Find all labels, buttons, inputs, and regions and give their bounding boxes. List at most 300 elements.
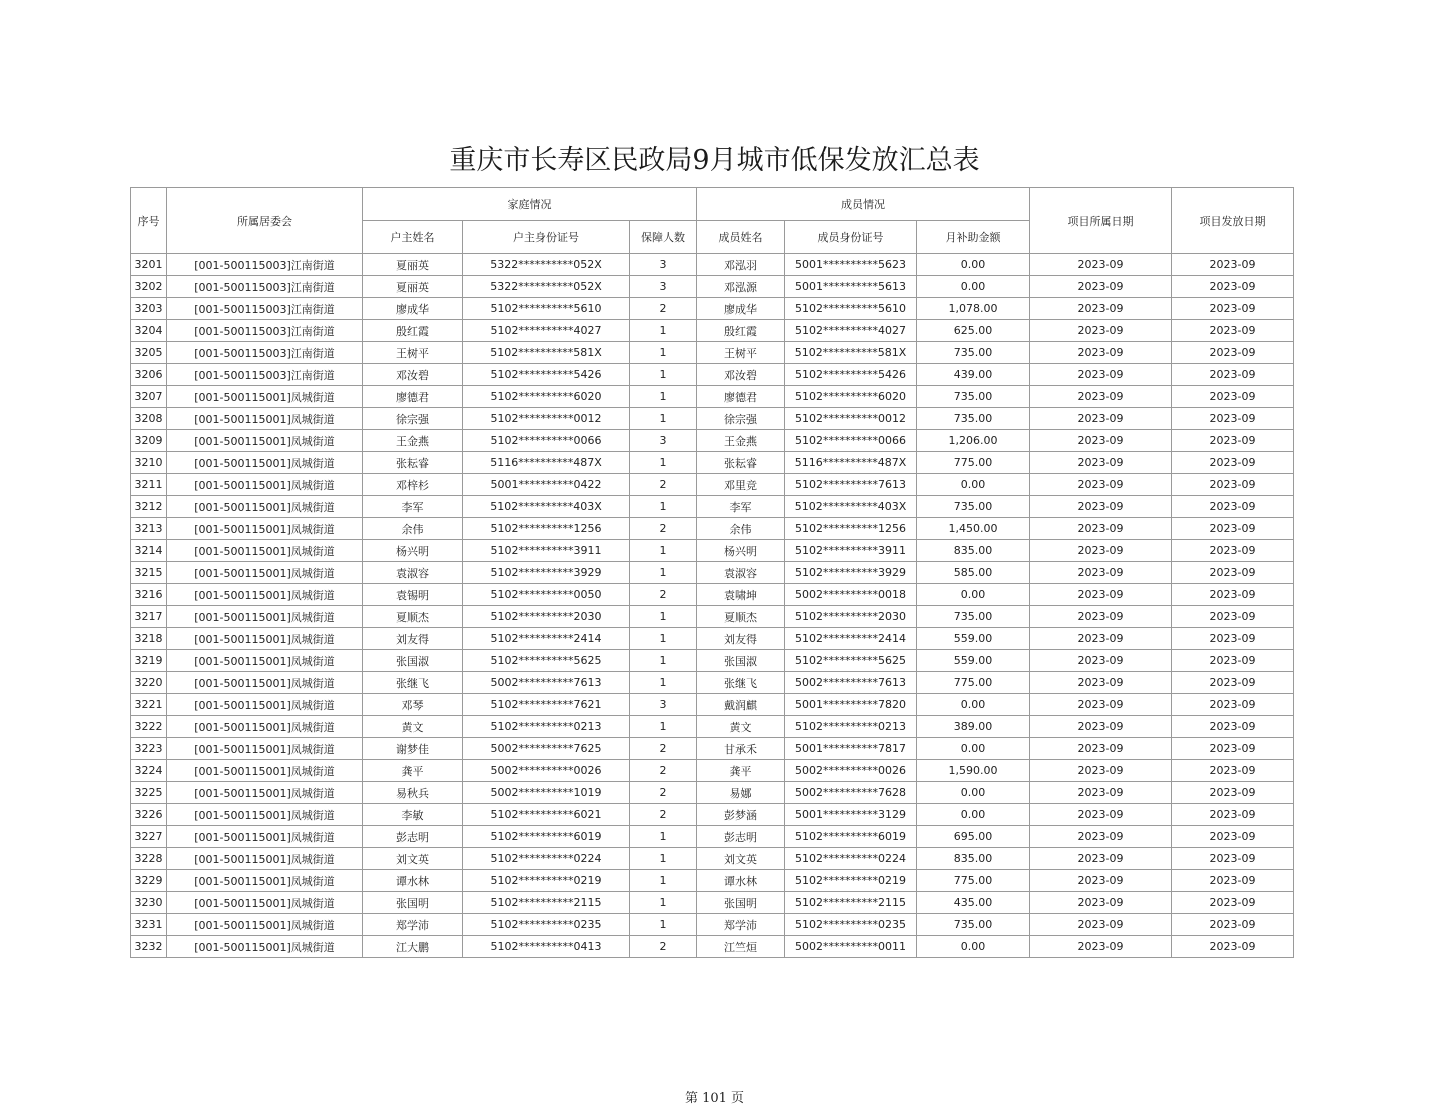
seq-cell: 3212: [131, 496, 167, 518]
head-name-cell: 谢梦佳: [363, 738, 463, 760]
project-date-cell: 2023-09: [1030, 782, 1172, 804]
issue-date-cell: 2023-09: [1172, 496, 1294, 518]
committee-cell: [001-500115001]凤城街道: [167, 628, 363, 650]
head-name-cell: 杨兴明: [363, 540, 463, 562]
committee-cell: [001-500115001]凤城街道: [167, 870, 363, 892]
amount-cell: 559.00: [917, 628, 1030, 650]
issue-date-cell: 2023-09: [1172, 738, 1294, 760]
member-name-cell: 徐宗强: [697, 408, 785, 430]
committee-cell: [001-500115001]凤城街道: [167, 848, 363, 870]
head-id-cell: 5102**********6020: [463, 386, 630, 408]
head-id-cell: 5102**********2414: [463, 628, 630, 650]
table-row: [131, 452, 1294, 474]
committee-cell: [001-500115001]凤城街道: [167, 694, 363, 716]
committee-cell: [001-500115001]凤城街道: [167, 738, 363, 760]
seq-cell: 3224: [131, 760, 167, 782]
committee-cell: [001-500115003]江南街道: [167, 320, 363, 342]
issue-date-cell: 2023-09: [1172, 870, 1294, 892]
head-id-cell: 5102**********0213: [463, 716, 630, 738]
head-id-cell: 5102**********3929: [463, 562, 630, 584]
member-id-cell: 5102**********5610: [785, 298, 917, 320]
head-id-cell: 5322**********052X: [463, 254, 630, 276]
member-id-cell: 5001**********7820: [785, 694, 917, 716]
head-id-cell: 5102**********581X: [463, 342, 630, 364]
committee-cell: [001-500115001]凤城街道: [167, 606, 363, 628]
project-date-cell: 2023-09: [1030, 628, 1172, 650]
count-cell: 1: [630, 540, 697, 562]
count-cell: 2: [630, 518, 697, 540]
count-cell: 1: [630, 496, 697, 518]
project-date-cell: 2023-09: [1030, 452, 1172, 474]
project-date-cell: 2023-09: [1030, 518, 1172, 540]
head-name-cell: 袁锡明: [363, 584, 463, 606]
seq-cell: 3230: [131, 892, 167, 914]
member-id-cell: 5102**********581X: [785, 342, 917, 364]
member-id-cell: 5102**********1256: [785, 518, 917, 540]
head-id-cell: 5102**********0219: [463, 870, 630, 892]
seq-cell: 3216: [131, 584, 167, 606]
table-row: [131, 914, 1294, 936]
amount-cell: 0.00: [917, 276, 1030, 298]
project-date-cell: 2023-09: [1030, 430, 1172, 452]
head-name-cell: 廖成华: [363, 298, 463, 320]
table-row: [131, 892, 1294, 914]
head-id-cell: 5102**********5426: [463, 364, 630, 386]
project-date-cell: 2023-09: [1030, 694, 1172, 716]
seq-cell: 3232: [131, 936, 167, 958]
table-row: [131, 848, 1294, 870]
project-date-cell: 2023-09: [1030, 540, 1172, 562]
table-row: [131, 628, 1294, 650]
issue-date-cell: 2023-09: [1172, 254, 1294, 276]
head-id-cell: 5102**********403X: [463, 496, 630, 518]
member-id-cell: 5102**********5625: [785, 650, 917, 672]
amount-cell: 559.00: [917, 650, 1030, 672]
table-row: [131, 474, 1294, 496]
table-row: [131, 276, 1294, 298]
header-project-date: 项目所属日期: [1030, 188, 1172, 254]
member-name-cell: 彭志明: [697, 826, 785, 848]
project-date-cell: 2023-09: [1030, 870, 1172, 892]
project-date-cell: 2023-09: [1030, 364, 1172, 386]
member-id-cell: 5102**********403X: [785, 496, 917, 518]
member-name-cell: 邓泓源: [697, 276, 785, 298]
project-date-cell: 2023-09: [1030, 298, 1172, 320]
amount-cell: 695.00: [917, 826, 1030, 848]
committee-cell: [001-500115001]凤城街道: [167, 540, 363, 562]
member-id-cell: 5116**********487X: [785, 452, 917, 474]
seq-cell: 3208: [131, 408, 167, 430]
committee-cell: [001-500115001]凤城街道: [167, 804, 363, 826]
issue-date-cell: 2023-09: [1172, 584, 1294, 606]
amount-cell: 0.00: [917, 804, 1030, 826]
member-name-cell: 邓汝碧: [697, 364, 785, 386]
count-cell: 1: [630, 606, 697, 628]
head-id-cell: 5102**********0413: [463, 936, 630, 958]
committee-cell: [001-500115003]江南街道: [167, 298, 363, 320]
head-name-cell: 张耘睿: [363, 452, 463, 474]
member-name-cell: 殷红霞: [697, 320, 785, 342]
issue-date-cell: 2023-09: [1172, 804, 1294, 826]
member-id-cell: 5102**********2030: [785, 606, 917, 628]
amount-cell: 835.00: [917, 540, 1030, 562]
table-row: [131, 716, 1294, 738]
head-name-cell: 张国淑: [363, 650, 463, 672]
issue-date-cell: 2023-09: [1172, 298, 1294, 320]
table-row: [131, 826, 1294, 848]
count-cell: 1: [630, 870, 697, 892]
member-id-cell: 5001**********3129: [785, 804, 917, 826]
seq-cell: 3219: [131, 650, 167, 672]
head-name-cell: 黄文: [363, 716, 463, 738]
head-id-cell: 5001**********0422: [463, 474, 630, 496]
amount-cell: 625.00: [917, 320, 1030, 342]
member-id-cell: 5102**********3911: [785, 540, 917, 562]
member-name-cell: 彭梦涵: [697, 804, 785, 826]
member-name-cell: 邓泓羽: [697, 254, 785, 276]
seq-cell: 3220: [131, 672, 167, 694]
head-name-cell: 龚平: [363, 760, 463, 782]
head-name-cell: 夏丽英: [363, 276, 463, 298]
member-name-cell: 张耘睿: [697, 452, 785, 474]
project-date-cell: 2023-09: [1030, 804, 1172, 826]
amount-cell: 0.00: [917, 584, 1030, 606]
header-issue-date: 项目发放日期: [1172, 188, 1294, 254]
seq-cell: 3206: [131, 364, 167, 386]
member-id-cell: 5102**********0219: [785, 870, 917, 892]
head-id-cell: 5102**********6021: [463, 804, 630, 826]
issue-date-cell: 2023-09: [1172, 848, 1294, 870]
issue-date-cell: 2023-09: [1172, 364, 1294, 386]
amount-cell: 435.00: [917, 892, 1030, 914]
header-committee: 所属居委会: [167, 188, 363, 254]
seq-cell: 3215: [131, 562, 167, 584]
head-name-cell: 张国明: [363, 892, 463, 914]
head-id-cell: 5102**********1256: [463, 518, 630, 540]
issue-date-cell: 2023-09: [1172, 474, 1294, 496]
seq-cell: 3217: [131, 606, 167, 628]
issue-date-cell: 2023-09: [1172, 716, 1294, 738]
seq-cell: 3229: [131, 870, 167, 892]
table-row: [131, 804, 1294, 826]
member-id-cell: 5102**********0066: [785, 430, 917, 452]
head-name-cell: 易秋兵: [363, 782, 463, 804]
issue-date-cell: 2023-09: [1172, 782, 1294, 804]
head-name-cell: 彭志明: [363, 826, 463, 848]
seq-cell: 3223: [131, 738, 167, 760]
issue-date-cell: 2023-09: [1172, 518, 1294, 540]
issue-date-cell: 2023-09: [1172, 562, 1294, 584]
head-name-cell: 王树平: [363, 342, 463, 364]
count-cell: 1: [630, 342, 697, 364]
header-member: 成员情况: [697, 188, 1030, 221]
committee-cell: [001-500115001]凤城街道: [167, 562, 363, 584]
head-id-cell: 5102**********0050: [463, 584, 630, 606]
count-cell: 2: [630, 782, 697, 804]
member-id-cell: 5002**********0018: [785, 584, 917, 606]
page-number: 第 101 页: [684, 1091, 745, 1106]
issue-date-cell: 2023-09: [1172, 276, 1294, 298]
table-row: [131, 672, 1294, 694]
table-row: [131, 386, 1294, 408]
member-name-cell: 甘承禾: [697, 738, 785, 760]
count-cell: 2: [630, 804, 697, 826]
project-date-cell: 2023-09: [1030, 254, 1172, 276]
issue-date-cell: 2023-09: [1172, 672, 1294, 694]
member-name-cell: 刘友得: [697, 628, 785, 650]
member-name-cell: 张继飞: [697, 672, 785, 694]
amount-cell: 439.00: [917, 364, 1030, 386]
count-cell: 1: [630, 628, 697, 650]
issue-date-cell: 2023-09: [1172, 342, 1294, 364]
table-body: [131, 254, 1294, 958]
count-cell: 2: [630, 738, 697, 760]
table-row: [131, 936, 1294, 958]
head-name-cell: 徐宗强: [363, 408, 463, 430]
project-date-cell: 2023-09: [1030, 672, 1172, 694]
committee-cell: [001-500115001]凤城街道: [167, 452, 363, 474]
header-family: 家庭情况: [363, 188, 697, 221]
project-date-cell: 2023-09: [1030, 342, 1172, 364]
seq-cell: 3210: [131, 452, 167, 474]
seq-cell: 3221: [131, 694, 167, 716]
head-id-cell: 5102**********4027: [463, 320, 630, 342]
committee-cell: [001-500115001]凤城街道: [167, 760, 363, 782]
amount-cell: 389.00: [917, 716, 1030, 738]
issue-date-cell: 2023-09: [1172, 540, 1294, 562]
committee-cell: [001-500115001]凤城街道: [167, 826, 363, 848]
count-cell: 1: [630, 650, 697, 672]
member-id-cell: 5002**********7613: [785, 672, 917, 694]
count-cell: 2: [630, 474, 697, 496]
issue-date-cell: 2023-09: [1172, 694, 1294, 716]
table-row: [131, 650, 1294, 672]
seq-cell: 3231: [131, 914, 167, 936]
table-row: [131, 760, 1294, 782]
amount-cell: 1,078.00: [917, 298, 1030, 320]
amount-cell: 735.00: [917, 386, 1030, 408]
committee-cell: [001-500115001]凤城街道: [167, 650, 363, 672]
project-date-cell: 2023-09: [1030, 562, 1172, 584]
head-name-cell: 邓汝碧: [363, 364, 463, 386]
table-row: [131, 738, 1294, 760]
issue-date-cell: 2023-09: [1172, 606, 1294, 628]
count-cell: 1: [630, 364, 697, 386]
amount-cell: 1,450.00: [917, 518, 1030, 540]
issue-date-cell: 2023-09: [1172, 650, 1294, 672]
amount-cell: 775.00: [917, 452, 1030, 474]
member-name-cell: 李军: [697, 496, 785, 518]
table-row: [131, 562, 1294, 584]
amount-cell: 0.00: [917, 474, 1030, 496]
committee-cell: [001-500115001]凤城街道: [167, 430, 363, 452]
count-cell: 1: [630, 848, 697, 870]
member-id-cell: 5002**********0026: [785, 760, 917, 782]
member-id-cell: 5102**********6020: [785, 386, 917, 408]
member-name-cell: 易娜: [697, 782, 785, 804]
count-cell: 2: [630, 936, 697, 958]
head-id-cell: 5102**********3911: [463, 540, 630, 562]
head-name-cell: 殷红霞: [363, 320, 463, 342]
committee-cell: [001-500115001]凤城街道: [167, 474, 363, 496]
seq-cell: 3226: [131, 804, 167, 826]
amount-cell: 735.00: [917, 914, 1030, 936]
head-name-cell: 夏丽英: [363, 254, 463, 276]
project-date-cell: 2023-09: [1030, 584, 1172, 606]
member-name-cell: 邓里竞: [697, 474, 785, 496]
head-name-cell: 王金燕: [363, 430, 463, 452]
amount-cell: 1,590.00: [917, 760, 1030, 782]
seq-cell: 3211: [131, 474, 167, 496]
table-row: [131, 408, 1294, 430]
header-seq: 序号: [131, 188, 167, 254]
amount-cell: 735.00: [917, 342, 1030, 364]
member-name-cell: 张国明: [697, 892, 785, 914]
head-name-cell: 余伟: [363, 518, 463, 540]
member-id-cell: 5102**********0235: [785, 914, 917, 936]
head-id-cell: 5102**********0066: [463, 430, 630, 452]
member-name-cell: 王金燕: [697, 430, 785, 452]
amount-cell: 585.00: [917, 562, 1030, 584]
member-id-cell: 5102**********0213: [785, 716, 917, 738]
count-cell: 3: [630, 694, 697, 716]
head-id-cell: 5102**********5610: [463, 298, 630, 320]
seq-cell: 3203: [131, 298, 167, 320]
project-date-cell: 2023-09: [1030, 826, 1172, 848]
member-name-cell: 郑学沛: [697, 914, 785, 936]
member-name-cell: 戴润麒: [697, 694, 785, 716]
member-name-cell: 江竺烜: [697, 936, 785, 958]
member-name-cell: 杨兴明: [697, 540, 785, 562]
project-date-cell: 2023-09: [1030, 408, 1172, 430]
table-row: [131, 298, 1294, 320]
committee-cell: [001-500115003]江南街道: [167, 276, 363, 298]
member-id-cell: 5001**********5623: [785, 254, 917, 276]
seq-cell: 3218: [131, 628, 167, 650]
member-id-cell: 5002**********7628: [785, 782, 917, 804]
head-id-cell: 5102**********6019: [463, 826, 630, 848]
member-name-cell: 夏顺杰: [697, 606, 785, 628]
amount-cell: 735.00: [917, 496, 1030, 518]
count-cell: 1: [630, 408, 697, 430]
committee-cell: [001-500115001]凤城街道: [167, 936, 363, 958]
table-row: [131, 606, 1294, 628]
committee-cell: [001-500115001]凤城街道: [167, 584, 363, 606]
table-row: [131, 540, 1294, 562]
amount-cell: 735.00: [917, 408, 1030, 430]
issue-date-cell: 2023-09: [1172, 892, 1294, 914]
member-name-cell: 刘文英: [697, 848, 785, 870]
member-id-cell: 5102**********6019: [785, 826, 917, 848]
seq-cell: 3205: [131, 342, 167, 364]
head-name-cell: 刘友得: [363, 628, 463, 650]
count-cell: 2: [630, 760, 697, 782]
issue-date-cell: 2023-09: [1172, 628, 1294, 650]
committee-cell: [001-500115001]凤城街道: [167, 496, 363, 518]
member-id-cell: 5102**********5426: [785, 364, 917, 386]
head-id-cell: 5002**********0026: [463, 760, 630, 782]
seq-cell: 3202: [131, 276, 167, 298]
table-row: [131, 364, 1294, 386]
project-date-cell: 2023-09: [1030, 474, 1172, 496]
head-name-cell: 袁淑容: [363, 562, 463, 584]
project-date-cell: 2023-09: [1030, 606, 1172, 628]
project-date-cell: 2023-09: [1030, 276, 1172, 298]
member-name-cell: 廖德君: [697, 386, 785, 408]
member-id-cell: 5102**********0012: [785, 408, 917, 430]
head-name-cell: 江大鹏: [363, 936, 463, 958]
head-name-cell: 李军: [363, 496, 463, 518]
table-row: [131, 496, 1294, 518]
header-amount: 月补助金额: [917, 221, 1030, 254]
committee-cell: [001-500115003]江南街道: [167, 342, 363, 364]
head-name-cell: 刘文英: [363, 848, 463, 870]
count-cell: 3: [630, 254, 697, 276]
project-date-cell: 2023-09: [1030, 760, 1172, 782]
amount-cell: 775.00: [917, 672, 1030, 694]
member-id-cell: 5102**********2414: [785, 628, 917, 650]
subsidy-table: [130, 187, 1294, 958]
issue-date-cell: 2023-09: [1172, 452, 1294, 474]
head-id-cell: 5002**********1019: [463, 782, 630, 804]
member-id-cell: 5102**********3929: [785, 562, 917, 584]
table-row: [131, 342, 1294, 364]
committee-cell: [001-500115001]凤城街道: [167, 408, 363, 430]
head-id-cell: 5116**********487X: [463, 452, 630, 474]
amount-cell: 0.00: [917, 738, 1030, 760]
head-id-cell: 5102**********0224: [463, 848, 630, 870]
head-name-cell: 廖德君: [363, 386, 463, 408]
committee-cell: [001-500115001]凤城街道: [167, 892, 363, 914]
project-date-cell: 2023-09: [1030, 738, 1172, 760]
project-date-cell: 2023-09: [1030, 650, 1172, 672]
seq-cell: 3227: [131, 826, 167, 848]
project-date-cell: 2023-09: [1030, 320, 1172, 342]
head-name-cell: 邓琴: [363, 694, 463, 716]
page-title: 重庆市长寿区民政局9月城市低保发放汇总表: [449, 145, 980, 176]
member-id-cell: 5001**********7817: [785, 738, 917, 760]
issue-date-cell: 2023-09: [1172, 408, 1294, 430]
head-id-cell: 5102**********0012: [463, 408, 630, 430]
head-id-cell: 5102**********2030: [463, 606, 630, 628]
count-cell: 2: [630, 298, 697, 320]
issue-date-cell: 2023-09: [1172, 936, 1294, 958]
committee-cell: [001-500115001]凤城街道: [167, 672, 363, 694]
committee-cell: [001-500115001]凤城街道: [167, 914, 363, 936]
member-name-cell: 袁啸坤: [697, 584, 785, 606]
seq-cell: 3214: [131, 540, 167, 562]
header-member-id: 成员身份证号: [785, 221, 917, 254]
head-id-cell: 5102**********0235: [463, 914, 630, 936]
header-head-id: 户主身份证号: [463, 221, 630, 254]
table-row: [131, 782, 1294, 804]
project-date-cell: 2023-09: [1030, 848, 1172, 870]
head-id-cell: 5002**********7613: [463, 672, 630, 694]
committee-cell: [001-500115003]江南街道: [167, 364, 363, 386]
issue-date-cell: 2023-09: [1172, 430, 1294, 452]
amount-cell: 735.00: [917, 606, 1030, 628]
issue-date-cell: 2023-09: [1172, 760, 1294, 782]
committee-cell: [001-500115001]凤城街道: [167, 386, 363, 408]
amount-cell: 0.00: [917, 936, 1030, 958]
member-name-cell: 谭水林: [697, 870, 785, 892]
member-id-cell: 5102**********4027: [785, 320, 917, 342]
head-id-cell: 5102**********5625: [463, 650, 630, 672]
head-name-cell: 邓梓杉: [363, 474, 463, 496]
head-name-cell: 夏顺杰: [363, 606, 463, 628]
table-row: [131, 694, 1294, 716]
count-cell: 1: [630, 892, 697, 914]
